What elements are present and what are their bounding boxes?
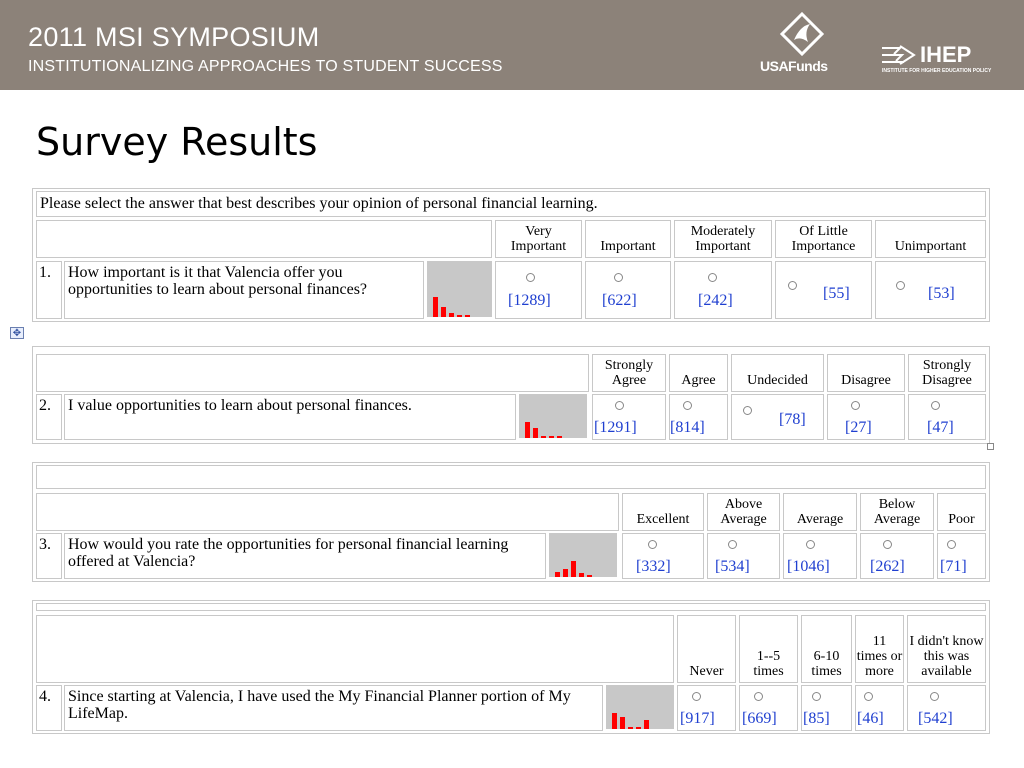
q4-option-header: 6-10 times [801, 615, 852, 683]
q1-radio-very-important[interactable] [526, 273, 535, 282]
q3-blank-row [36, 465, 986, 489]
ihep-logo [880, 42, 1000, 76]
q3-option-header: Above Average [707, 493, 780, 531]
symposium-subtitle: INSTITUTIONALIZING APPROACHES TO STUDENT SUCCESS [28, 58, 503, 75]
q3-count: [534] [715, 558, 750, 575]
header-banner [0, 0, 1024, 90]
symposium-title: 2011 MSI SYMPOSIUM [28, 22, 320, 52]
q4-mini-chart [606, 685, 674, 729]
mini-chart-bar [636, 727, 641, 729]
mini-chart-bar [525, 422, 530, 438]
mini-chart-bar [533, 428, 538, 438]
q1-radio-unimportant[interactable] [896, 281, 905, 290]
mini-chart-bar [465, 315, 470, 317]
q1-radio-moderately-important[interactable] [708, 273, 717, 282]
q2-radio-strongly-agree[interactable] [615, 401, 624, 410]
q2-option-header: Undecided [731, 354, 824, 392]
q3-header-blank [36, 493, 619, 531]
q1-number: 1. [36, 261, 62, 319]
q1-count: [1289] [508, 292, 551, 309]
q4-count: [917] [680, 710, 715, 727]
q2-option-header: Agree [669, 354, 728, 392]
q1-option-header: Important [585, 220, 671, 258]
q3-option-header: Below Average [860, 493, 934, 531]
q4-option-header: 1--5 times [739, 615, 798, 683]
q3-radio-above-average[interactable] [728, 540, 737, 549]
prompt-cell [36, 191, 986, 217]
q2-radio-strongly-disagree[interactable] [931, 401, 940, 410]
mini-chart-bar [541, 436, 546, 438]
q1-option-header: Of Little Importance [775, 220, 872, 258]
q1-radio-important[interactable] [614, 273, 623, 282]
q2-count: [1291] [594, 419, 637, 436]
mini-chart-bar [563, 569, 568, 577]
mini-chart-bar [557, 436, 562, 438]
table-move-handle-icon[interactable]: ✥ [10, 327, 24, 339]
mini-chart-bar [441, 307, 446, 317]
usafunds-diamond-icon [778, 12, 826, 56]
q3-text: How would you rate the opportunities for personal financial learning offered at Valencia? [64, 533, 546, 579]
q3-option-header: Average [783, 493, 857, 531]
q3-count: [262] [870, 558, 905, 575]
mini-chart-bar [620, 717, 625, 729]
q2-count: [814] [670, 419, 705, 436]
q3-radio-below-average[interactable] [883, 540, 892, 549]
q2-header-blank [36, 354, 589, 392]
q2-option-cell [731, 394, 824, 440]
mini-chart-bar [449, 313, 454, 317]
q2-option-header: Strongly Disagree [908, 354, 986, 392]
q4-header-blank [36, 615, 674, 683]
q3-radio-poor[interactable] [947, 540, 956, 549]
q2-count: [47] [927, 419, 954, 436]
q4-text: Since starting at Valencia, I have used the My Financial Planner portion of My LifeMap. [64, 685, 603, 731]
q4-radio-never[interactable] [692, 692, 701, 701]
q1-count: [53] [928, 285, 955, 302]
mini-chart-bar [433, 297, 438, 317]
slide-title: Survey Results [36, 120, 318, 164]
q1-option-cell [585, 261, 671, 319]
q1-option-cell [674, 261, 772, 319]
q1-count: [55] [823, 285, 850, 302]
q4-option-header: I didn't know this was available [907, 615, 986, 683]
q1-header-blank [36, 220, 492, 258]
survey-prompt: Please select the answer that best describes your opinion of personal financial learning. [40, 195, 598, 212]
q2-number: 2. [36, 394, 62, 440]
ihep-logo-text: IHEP [920, 42, 972, 67]
q4-radio-1-5-times[interactable] [754, 692, 763, 701]
q1-text: How important is it that Valencia offer you opportunities to learn about personal finances? [64, 261, 424, 319]
q4-count: [542] [918, 710, 953, 727]
q2-count: [27] [845, 419, 872, 436]
q4-count: [85] [803, 710, 830, 727]
usafunds-logo-text: USAFunds [760, 58, 828, 74]
q1-option-header: Unimportant [875, 220, 986, 258]
q2-mini-chart [519, 394, 587, 438]
mini-chart-bar [612, 713, 617, 729]
q4-option-header: Never [677, 615, 736, 683]
mini-chart-bar [644, 720, 649, 729]
q3-mini-chart [549, 533, 617, 577]
q1-radio-of-little-importance[interactable] [788, 281, 797, 290]
q3-number: 3. [36, 533, 62, 579]
mini-chart-bar [549, 436, 554, 438]
q2-option-header: Disagree [827, 354, 905, 392]
q4-blank-row [36, 603, 986, 611]
q1-count: [622] [602, 292, 637, 309]
mini-chart-bar [571, 561, 576, 577]
q1-option-header: Moderately Important [674, 220, 772, 258]
q3-radio-excellent[interactable] [648, 540, 657, 549]
table-resize-handle-icon[interactable] [987, 443, 994, 450]
q3-option-header: Excellent [622, 493, 704, 531]
q4-count: [669] [742, 710, 777, 727]
q3-count: [332] [636, 558, 671, 575]
ihep-logo-subtext: INSTITUTE FOR HIGHER EDUCATION POLICY [882, 68, 992, 74]
q1-option-header: Very Important [495, 220, 582, 258]
q4-radio-6-10-times[interactable] [812, 692, 821, 701]
q4-number: 4. [36, 685, 62, 731]
q2-radio-agree[interactable] [683, 401, 692, 410]
q4-count: [46] [857, 710, 884, 727]
q2-option-header: Strongly Agree [592, 354, 666, 392]
mini-chart-bar [579, 573, 584, 577]
mini-chart-bar [457, 315, 462, 317]
q2-radio-undecided[interactable] [743, 406, 752, 415]
q3-count: [1046] [787, 558, 830, 575]
q1-mini-chart [427, 261, 492, 317]
q1-count: [242] [698, 292, 733, 309]
usafunds-logo [756, 12, 846, 82]
q2-count: [78] [779, 411, 806, 428]
mini-chart-bar [628, 727, 633, 729]
q3-radio-average[interactable] [806, 540, 815, 549]
q2-radio-disagree[interactable] [851, 401, 860, 410]
q3-option-header: Poor [937, 493, 986, 531]
ihep-arrows-icon [880, 44, 916, 66]
q2-text: I value opportunities to learn about personal finances. [64, 394, 516, 440]
mini-chart-bar [555, 572, 560, 577]
q3-count: [71] [940, 558, 967, 575]
q4-radio-didnt-know[interactable] [930, 692, 939, 701]
q4-option-header: 11 times or more [855, 615, 904, 683]
mini-chart-bar [587, 575, 592, 577]
q1-option-cell [495, 261, 582, 319]
q4-radio-11-or-more[interactable] [864, 692, 873, 701]
